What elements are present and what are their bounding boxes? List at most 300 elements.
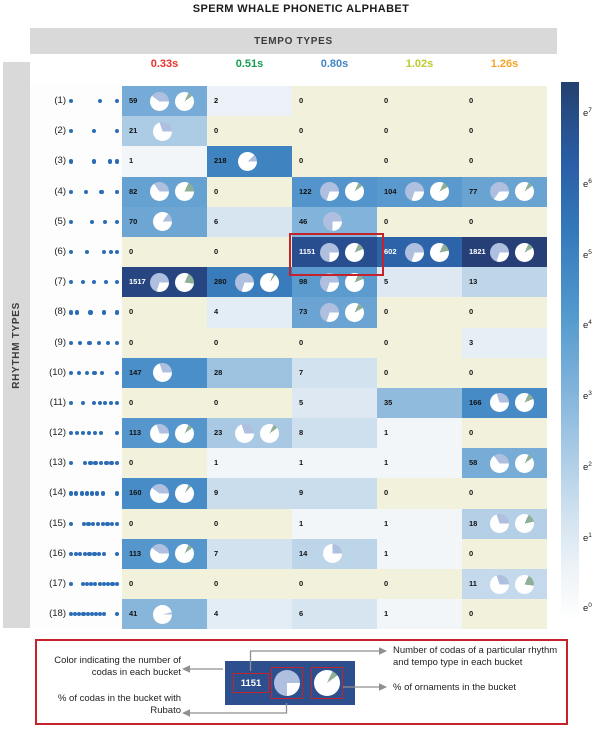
rhythm-dot (83, 461, 87, 465)
heatmap-cell (122, 297, 207, 327)
cell-count: 1517 (129, 277, 146, 287)
heatmap-cell (377, 146, 462, 176)
rhythm-dot (108, 159, 112, 163)
heatmap-row (30, 116, 547, 146)
rhythm-row-label: (14) (30, 478, 66, 508)
heatmap-cell (292, 478, 377, 508)
cell-count: 2 (214, 96, 219, 105)
rubato-pie-icon (150, 273, 169, 292)
rhythm-dot-pattern (66, 569, 122, 599)
rhythm-dot (81, 280, 85, 284)
cell-count: 13 (469, 277, 478, 287)
rhythm-dot (90, 220, 94, 224)
rhythm-dot (115, 431, 119, 435)
heatmap-cell (377, 267, 462, 297)
rhythm-dot-pattern (66, 297, 122, 327)
colorbar-tick-label: $e^6$ (583, 177, 592, 191)
heatmap-cell (207, 388, 292, 418)
rhythm-dot-pattern (66, 328, 122, 358)
ornament-pie-icon (314, 670, 340, 696)
ornament-pie-icon (515, 393, 534, 412)
rubato-pie-icon (320, 303, 339, 322)
rhythm-row-label: (10) (30, 358, 66, 388)
rhythm-row-label: (18) (30, 599, 66, 629)
cell-count: 0 (469, 216, 474, 226)
heatmap-row (30, 569, 547, 599)
rhythm-dot (85, 491, 89, 495)
cell-count: 1 (384, 609, 389, 619)
rubato-pie-icon (150, 484, 169, 503)
cell-count: 73 (299, 307, 308, 317)
heatmap-cell (292, 539, 377, 569)
rhythm-dot (115, 582, 119, 586)
rhythm-dot-pattern (66, 116, 122, 146)
heatmap-cell (462, 478, 547, 508)
cell-count: 4 (214, 609, 219, 619)
cell-count: 82 (129, 186, 138, 196)
rhythm-dot (115, 129, 119, 133)
heatmap-cell (122, 388, 207, 418)
colorbar-tick-label: $e^4$ (583, 319, 592, 332)
cell-count: 0 (214, 337, 219, 347)
heatmap-cell (122, 418, 207, 448)
rhythm-dot (85, 371, 89, 375)
heatmap-row (30, 509, 547, 539)
rubato-pie-icon (150, 92, 169, 111)
rhythm-dot (80, 491, 84, 495)
cell-count: 0 (214, 126, 219, 136)
cell-count: 1821 (469, 246, 486, 256)
heatmap-cell (462, 177, 547, 207)
cell-count: 6 (299, 609, 304, 619)
heatmap-cell (292, 207, 377, 237)
heatmap-cell (462, 448, 547, 478)
rhythm-dot-pattern (66, 267, 122, 297)
heatmap-cell (122, 448, 207, 478)
ornament-pie-icon (515, 575, 534, 594)
rubato-pie-icon (320, 243, 339, 262)
rhythm-dot (82, 522, 86, 526)
rhythm-dot (97, 552, 101, 556)
heatmap-cell (207, 448, 292, 478)
cell-count: 147 (129, 367, 142, 377)
heatmap-cell (462, 358, 547, 388)
rubato-pie-icon (490, 575, 509, 594)
heatmap-cell (292, 267, 377, 297)
rhythm-dot (87, 552, 91, 556)
rhythm-row-label: (11) (30, 388, 66, 418)
rhythm-dot (100, 371, 104, 375)
rhythm-dot (69, 431, 73, 435)
heatmap-row (30, 358, 547, 388)
cell-count: 0 (299, 337, 304, 347)
rubato-pie-icon (320, 273, 339, 292)
rubato-pie-icon (238, 152, 257, 171)
ornament-pie-icon (345, 303, 364, 322)
rhythm-row-label: (1) (30, 86, 66, 116)
cell-count: 0 (469, 156, 474, 166)
heatmap-cell (292, 418, 377, 448)
rhythm-row-label: (4) (30, 177, 66, 207)
heatmap-cell (377, 297, 462, 327)
rhythm-dot (69, 159, 73, 163)
cell-count: 7 (299, 367, 304, 377)
rhythm-row-label: (8) (30, 297, 66, 327)
colorbar-tick-label: $e^7$ (583, 107, 592, 120)
rubato-pie-icon (153, 605, 172, 624)
colorbar-tick-label: $e^2$ (583, 460, 592, 474)
heatmap-row (30, 478, 547, 508)
rhythm-dot (102, 612, 106, 616)
ornament-pie-icon (515, 514, 534, 533)
cell-count: 21 (129, 126, 138, 136)
cell-count: 59 (129, 96, 138, 105)
rhythm-row-label: (9) (30, 328, 66, 358)
ornament-pie-icon (430, 243, 449, 262)
cell-count: 9 (299, 488, 304, 498)
heatmap-cell (292, 297, 377, 327)
cell-count: 0 (384, 96, 389, 105)
cell-count: 46 (299, 216, 308, 226)
rubato-pie-icon (490, 182, 509, 201)
cell-count: 113 (129, 548, 142, 558)
heatmap-row (30, 267, 547, 297)
cell-count: 0 (469, 488, 474, 498)
cell-count: 0 (384, 579, 389, 588)
rhythm-dot (99, 190, 103, 194)
heatmap-cell (207, 297, 292, 327)
rubato-pie-icon (235, 424, 254, 443)
rhythm-dot (78, 552, 82, 556)
ornament-pie-icon (345, 273, 364, 292)
cell-count: 0 (384, 307, 389, 317)
heatmap-cell (207, 207, 292, 237)
heatmap-cell (207, 267, 292, 297)
cell-count: 218 (214, 156, 227, 166)
cell-count: 0 (469, 548, 474, 558)
cell-count: 0 (129, 246, 134, 256)
cell-count: 8 (299, 428, 304, 438)
rubato-pie-icon (323, 212, 342, 231)
rhythm-dot (81, 431, 85, 435)
heatmap-cell (377, 237, 462, 267)
rhythm-dot (98, 401, 102, 405)
rhythm-dot (101, 522, 105, 526)
rubato-pie-icon (235, 273, 254, 292)
heatmap-cell (207, 478, 292, 508)
rubato-pie-icon (490, 393, 509, 412)
heatmap-cell (292, 237, 377, 267)
rhythm-row-label: (15) (30, 509, 66, 539)
cell-count: 1 (299, 518, 304, 528)
cell-count: 41 (129, 609, 138, 619)
rhythm-dot (99, 431, 103, 435)
cell-count: 0 (214, 518, 219, 528)
cell-count: 0 (469, 367, 474, 377)
cell-count: 0 (384, 126, 389, 136)
rhythm-dot (69, 220, 73, 224)
rubato-pie-icon (274, 670, 300, 696)
rhythm-dot (91, 522, 95, 526)
heatmap-cell (207, 237, 292, 267)
legend-rubato-annotation: % of codas in the bucket with Rubato (57, 693, 181, 717)
heatmap-cell (292, 328, 377, 358)
rhythm-dot (75, 310, 79, 314)
rhythm-dot (93, 582, 97, 586)
cell-count: 0 (129, 579, 134, 588)
heatmap-cell (462, 86, 547, 116)
heatmap-cell (377, 569, 462, 599)
rhythm-dot (81, 401, 85, 405)
heatmap-cell (462, 237, 547, 267)
rhythm-dot (69, 250, 73, 254)
heatmap-row (30, 297, 547, 327)
colorbar-tick-label: $e^3$ (583, 390, 592, 403)
heatmap-cell (462, 418, 547, 448)
heatmap-cell (122, 267, 207, 297)
cell-count: 0 (469, 126, 474, 136)
cell-count: 9 (214, 488, 219, 498)
cell-count: 11 (469, 579, 477, 588)
rhythm-dot-pattern (66, 388, 122, 418)
ornament-pie-icon (175, 273, 194, 292)
heatmap-cell (292, 509, 377, 539)
cell-count: 0 (129, 307, 134, 317)
rhythm-dot-pattern (66, 358, 122, 388)
rhythm-dot (115, 401, 119, 405)
heatmap-row (30, 237, 547, 267)
cell-count: 14 (299, 548, 308, 558)
rhythm-dot (109, 461, 113, 465)
rubato-pie-icon (150, 424, 169, 443)
heatmap-cell (377, 116, 462, 146)
cell-count: 4 (214, 307, 219, 317)
rhythm-dot (115, 280, 119, 284)
tempo-types-band (30, 28, 557, 54)
ornament-pie-icon (515, 454, 534, 473)
rhythm-dot (97, 341, 101, 345)
rhythm-dot-pattern (66, 237, 122, 267)
legend-count-annotation: Number of codas of a particular rhythm and tempo type in each bucket (393, 645, 558, 669)
colorbar (561, 82, 579, 620)
heatmap-cell (462, 599, 547, 629)
heatmap-cell (377, 207, 462, 237)
rhythm-dot (92, 280, 96, 284)
heatmap-cell (122, 237, 207, 267)
rhythm-dot (75, 431, 79, 435)
heatmap-cell (122, 599, 207, 629)
figure-title: SPERM WHALE PHONETIC ALPHABET (192, 3, 410, 15)
cell-count: 113 (129, 428, 142, 438)
legend-ornament-annotation: % of ornaments in the bucket (393, 682, 517, 693)
cell-count: 0 (469, 428, 474, 438)
rhythm-dot (115, 250, 119, 254)
colorbar-tick-label: $e^0$ (583, 602, 592, 615)
cell-count: 122 (299, 186, 312, 196)
heatmap-cell (207, 358, 292, 388)
rhythm-dot (115, 552, 119, 556)
rubato-pie-icon (405, 182, 424, 201)
heatmap-cell (377, 539, 462, 569)
rubato-pie-icon (153, 122, 172, 141)
heatmap-cell (122, 177, 207, 207)
rubato-pie-icon (490, 243, 509, 262)
heatmap-row (30, 418, 547, 448)
rhythm-dot (115, 220, 119, 224)
rhythm-dot (93, 461, 97, 465)
rhythm-dot-pattern (66, 146, 122, 176)
heatmap-cell (462, 207, 547, 237)
heatmap-row (30, 207, 547, 237)
ornament-pie-icon (515, 243, 534, 262)
heatmap-cell (377, 328, 462, 358)
rhythm-row-label: (6) (30, 237, 66, 267)
ornament-pie-icon (260, 273, 279, 292)
heatmap-cell (377, 599, 462, 629)
rhythm-dot (115, 612, 119, 616)
cell-count: 77 (469, 186, 478, 196)
rhythm-dot (69, 371, 73, 375)
rhythm-dot (69, 401, 73, 405)
rhythm-types-label: RHYTHM TYPES (11, 301, 22, 389)
heatmap-cell (292, 177, 377, 207)
rhythm-dot (77, 371, 81, 375)
cell-count: 0 (384, 216, 389, 226)
heatmap-cell (462, 509, 547, 539)
heatmap-cell (122, 86, 207, 116)
ornament-pie-icon (430, 182, 449, 201)
legend-sample-value: 1151 (233, 673, 269, 693)
heatmap-cell (462, 297, 547, 327)
ornament-pie-icon (345, 182, 364, 201)
rhythm-dot (88, 461, 92, 465)
rhythm-dot (104, 461, 108, 465)
rhythm-dot (115, 461, 119, 465)
rhythm-dot (85, 250, 89, 254)
rubato-pie-icon (150, 544, 169, 563)
column-header: 0.51s (235, 58, 264, 70)
rhythm-dot (69, 129, 73, 133)
heatmap-row (30, 599, 547, 629)
rhythm-dot-pattern (66, 509, 122, 539)
cell-count: 35 (384, 397, 393, 407)
heatmap-cell (377, 388, 462, 418)
cell-count: 160 (129, 488, 142, 498)
cell-count: 1 (384, 518, 389, 528)
rhythm-dot (88, 310, 92, 314)
rhythm-dot (109, 250, 113, 254)
rhythm-dot (90, 491, 94, 495)
cell-count: 0 (384, 367, 389, 377)
ornament-pie-icon (175, 484, 194, 503)
rhythm-dot (81, 612, 85, 616)
rhythm-dot (109, 401, 113, 405)
rubato-pie-icon (153, 212, 172, 231)
ornament-pie-icon (175, 424, 194, 443)
heatmap-cell (292, 388, 377, 418)
legend-ornament-pie-frame (311, 667, 343, 699)
cell-count: 0 (299, 126, 304, 136)
heatmap-cell (207, 569, 292, 599)
ornament-pie-icon (175, 92, 194, 111)
rhythm-dot (87, 341, 91, 345)
heatmap-cell (462, 116, 547, 146)
heatmap-cell (207, 86, 292, 116)
rhythm-dot (102, 250, 106, 254)
rhythm-dot-pattern (66, 539, 122, 569)
cell-count: 0 (129, 397, 134, 407)
rhythm-dot (103, 401, 107, 405)
heatmap-row (30, 86, 547, 116)
heatmap-cell (377, 509, 462, 539)
heatmap-cell (377, 358, 462, 388)
cell-count: 0 (299, 96, 304, 105)
rhythm-dot (92, 401, 96, 405)
rhythm-dot (102, 310, 106, 314)
cell-count: 0 (469, 96, 474, 105)
rhythm-dot (115, 190, 119, 194)
cell-count: 0 (299, 579, 304, 588)
rhythm-dot (103, 220, 107, 224)
cell-count: 0 (214, 246, 219, 256)
ornament-pie-icon (345, 243, 364, 262)
heatmap-row (30, 448, 547, 478)
heatmap-cell (122, 207, 207, 237)
cell-count: 7 (214, 548, 219, 558)
rhythm-dot-pattern (66, 448, 122, 478)
cell-count: 0 (299, 156, 304, 166)
rubato-pie-icon (153, 363, 172, 382)
heatmap-cell (292, 116, 377, 146)
cell-count: 0 (384, 337, 389, 347)
heatmap-cell (292, 448, 377, 478)
rhythm-dot (87, 431, 91, 435)
cell-count: 0 (129, 458, 134, 468)
heatmap-cell (122, 358, 207, 388)
cell-count: 98 (299, 277, 308, 287)
heatmap-cell (462, 328, 547, 358)
cell-count: 58 (469, 458, 478, 468)
rubato-pie-icon (323, 544, 342, 563)
cell-count: 0 (384, 156, 389, 166)
cell-count: 1 (384, 428, 389, 438)
cell-count: 28 (214, 367, 223, 377)
rhythm-dot (115, 371, 119, 375)
heatmap-row (30, 328, 547, 358)
rhythm-dot (69, 99, 73, 103)
rubato-pie-icon (150, 182, 169, 201)
cell-count: 280 (214, 277, 227, 287)
cell-count: 104 (384, 186, 397, 196)
ornament-pie-icon (515, 182, 534, 201)
rhythm-dot (92, 371, 96, 375)
ornament-pie-icon (260, 424, 279, 443)
heatmap-cell (207, 146, 292, 176)
column-headers (122, 58, 547, 76)
rhythm-dot (92, 129, 96, 133)
rhythm-row-label: (5) (30, 207, 66, 237)
column-header: 1.26s (490, 58, 519, 70)
rhythm-dot-pattern (66, 599, 122, 629)
rhythm-dot (106, 341, 110, 345)
rhythm-row-label: (7) (30, 267, 66, 297)
cell-count: 602 (384, 246, 397, 256)
rhythm-dot (115, 99, 119, 103)
rhythm-dot (69, 461, 73, 465)
heatmap-cell (292, 146, 377, 176)
heatmap-cell (377, 448, 462, 478)
cell-count: 0 (214, 579, 219, 588)
